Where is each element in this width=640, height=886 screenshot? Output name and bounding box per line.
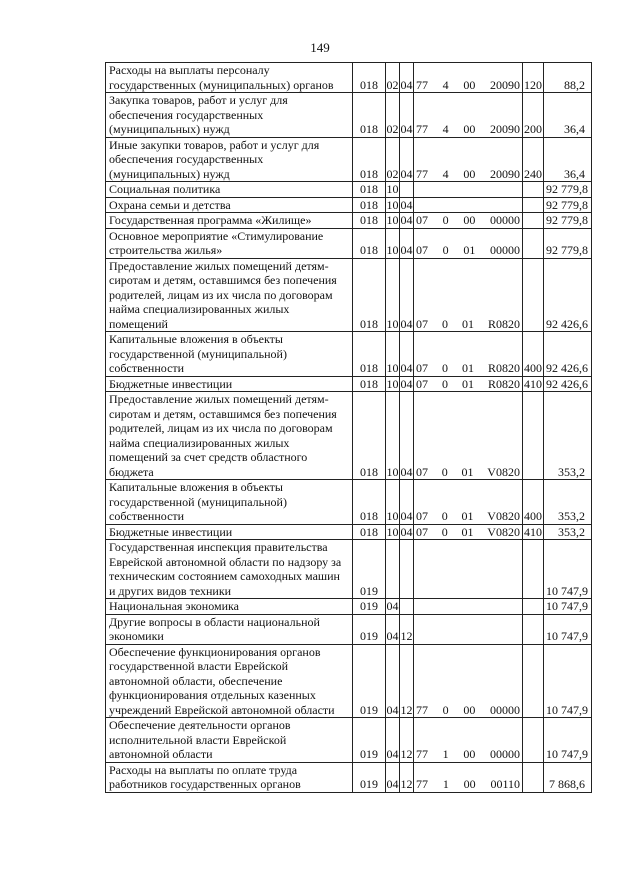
amount: 92 779,8 — [544, 197, 592, 213]
expense-type-code — [523, 182, 544, 198]
target-program: 77 — [416, 166, 428, 181]
section-code: 10 — [386, 258, 400, 332]
ministry-code: 018 — [353, 137, 386, 182]
expense-type-code: 400 — [523, 480, 544, 525]
row-name: Бюджетные инвестиции — [106, 524, 353, 540]
section-code: 10 — [386, 197, 399, 212]
target-direction: V0820 — [487, 464, 520, 479]
subsection-code: 04 — [400, 332, 414, 377]
target-program: 77 — [416, 702, 428, 717]
expense-type-code — [523, 392, 544, 480]
subsection-code: 12 — [400, 644, 414, 718]
section-code: 02 — [386, 63, 400, 93]
target-code — [414, 644, 523, 718]
row-name: Основное мероприятие «Стимулирование строительства жилья» — [106, 228, 353, 258]
section-code: 10 — [386, 376, 399, 391]
expense-type-code — [523, 762, 544, 792]
target-event: 01 — [461, 316, 474, 331]
ministry-code: 019 — [353, 614, 386, 644]
target-direction: R0820 — [487, 361, 520, 375]
ministry-code: 018 — [353, 392, 386, 480]
amount: 10 747,9 — [544, 599, 592, 615]
target-subprogram: 0 — [441, 361, 448, 375]
row-name: Национальная экономика — [106, 599, 353, 615]
expense-type-code — [523, 258, 544, 332]
table-row — [106, 644, 592, 718]
target-code — [414, 524, 523, 540]
table-row — [106, 762, 592, 792]
target-program: 77 — [416, 77, 428, 92]
subsection-code: 04 — [400, 93, 414, 138]
target-subprogram: 4 — [442, 166, 449, 181]
target-subprogram: 0 — [441, 464, 448, 479]
amount: 92 779,8 — [544, 213, 592, 229]
row-name: Государственная инспекция правительства Еврейской автономной области по надзору за техническим состоянием самоходных машин и других видов техники — [106, 540, 353, 599]
target-program: 07 — [416, 509, 428, 523]
row-name: Иные закупки товаров, работ и услуг для обеспечения государственных (муниципальных) нужд — [106, 137, 353, 182]
amount: 92 426,6 — [544, 258, 592, 332]
target-direction: R0820 — [487, 376, 520, 391]
ministry-code: 019 — [353, 540, 386, 599]
amount: 92 779,8 — [544, 182, 592, 198]
section-code: 10 — [386, 182, 399, 196]
table-row — [106, 228, 592, 258]
target-program: 07 — [416, 376, 428, 391]
row-name: Бюджетные инвестиции — [106, 376, 353, 392]
expense-type-code — [523, 197, 544, 213]
subsection-code: 04 — [400, 63, 414, 93]
target-code — [414, 480, 523, 525]
ministry-code: 019 — [353, 762, 386, 792]
amount: 10 747,9 — [544, 644, 592, 718]
section-code: 10 — [386, 392, 400, 480]
row-name: Расходы на выплаты по оплате труда работников государственных органов — [106, 762, 353, 792]
table-row — [106, 182, 592, 198]
section-code: 04 — [386, 614, 400, 644]
ministry-code: 018 — [353, 182, 386, 198]
ministry-code: 018 — [353, 480, 386, 525]
subsection-code: 12 — [400, 718, 414, 763]
table-row — [106, 718, 592, 763]
target-event: 00 — [463, 747, 476, 761]
target-subprogram: 0 — [441, 376, 448, 391]
section-code: 04 — [386, 718, 400, 763]
target-code — [414, 182, 523, 198]
target-event: 00 — [463, 777, 476, 791]
ministry-code: 018 — [353, 197, 386, 213]
section-code: 10 — [386, 228, 400, 258]
target-direction: 20090 — [489, 122, 520, 136]
row-name: Расходы на выплаты персоналу государственных (муниципальных) органов — [106, 63, 353, 93]
section-code: 10 — [386, 332, 400, 377]
expense-type-code — [523, 718, 544, 763]
expense-type-code — [523, 644, 544, 718]
ministry-code: 018 — [353, 63, 386, 93]
subsection-code: 12 — [400, 762, 414, 792]
row-name: Другие вопросы в области национальной экономики — [106, 614, 353, 644]
target-direction: 00110 — [490, 777, 520, 791]
subsection-code: 04 — [400, 137, 414, 182]
target-event: 00 — [463, 77, 476, 92]
row-name: Закупка товаров, работ и услуг для обеспечения государственных (муниципальных) нужд — [106, 93, 353, 138]
expense-type-code — [523, 213, 544, 229]
expense-type-code: 410 — [524, 376, 542, 391]
target-direction: 20090 — [489, 166, 520, 181]
target-event: 00 — [463, 702, 476, 717]
target-direction: 00000 — [489, 213, 520, 227]
ministry-code: 019 — [353, 599, 386, 615]
subsection-code: 04 — [400, 228, 414, 258]
target-code — [414, 93, 523, 138]
ministry-code: 018 — [353, 258, 386, 332]
target-direction: 00000 — [489, 243, 520, 257]
target-subprogram: 0 — [441, 524, 448, 539]
subsection-code — [400, 182, 414, 198]
table-body — [106, 63, 592, 793]
target-code — [414, 540, 523, 599]
subsection-code — [400, 599, 414, 615]
table-row — [106, 524, 592, 540]
amount: 36,4 — [544, 137, 592, 182]
expense-type-code — [523, 228, 544, 258]
target-code — [414, 762, 523, 792]
section-code: 02 — [386, 137, 400, 182]
subsection-code: 12 — [400, 614, 414, 644]
amount: 353,2 — [544, 392, 592, 480]
target-subprogram: 1 — [442, 747, 449, 761]
page-number: 149 — [310, 40, 330, 55]
amount: 10 747,9 — [544, 718, 592, 763]
row-name: Охрана семьи и детства — [106, 197, 353, 213]
target-subprogram: 0 — [441, 509, 448, 523]
expense-type-code: 410 — [524, 524, 542, 539]
target-program: 07 — [416, 361, 428, 375]
expense-type-code — [523, 599, 544, 615]
target-subprogram: 4 — [442, 77, 449, 92]
subsection-code: 04 — [400, 197, 413, 212]
target-code — [414, 137, 523, 182]
section-code: 04 — [386, 599, 399, 613]
ministry-code: 018 — [353, 213, 386, 229]
subsection-code: 04 — [400, 258, 414, 332]
amount: 92 426,6 — [544, 332, 592, 377]
row-name: Капитальные вложения в объекты государственной (муниципальной) собственности — [106, 332, 353, 377]
target-program: 77 — [416, 122, 428, 136]
ministry-code: 018 — [353, 376, 386, 392]
expense-type-code: 400 — [523, 332, 544, 377]
row-name: Государственная программа «Жилище» — [106, 213, 353, 229]
budget-table — [105, 62, 592, 793]
target-code — [414, 718, 523, 763]
expense-type-code: 200 — [523, 93, 544, 138]
target-code — [414, 197, 523, 213]
target-subprogram: 0 — [441, 316, 448, 331]
table-row — [106, 392, 592, 480]
target-event: 01 — [461, 524, 474, 539]
expense-type-code — [523, 614, 544, 644]
amount: 353,2 — [544, 480, 592, 525]
ministry-code: 019 — [353, 718, 386, 763]
target-event: 01 — [461, 464, 474, 479]
subsection-code: 04 — [400, 524, 413, 539]
target-subprogram: 4 — [442, 122, 449, 136]
row-name: Обеспечение функционирования органов государственной власти Еврейской автономной области, обеспечение функционирования отдельных казенных учреждений Еврейской автономной области — [106, 644, 353, 718]
subsection-code: 04 — [400, 213, 413, 227]
subsection-code: 04 — [400, 480, 414, 525]
section-code: 04 — [386, 644, 400, 718]
amount: 353,2 — [544, 524, 592, 540]
target-code — [414, 614, 523, 644]
target-event: 00 — [463, 122, 476, 136]
table-row — [106, 376, 592, 392]
table-row — [106, 540, 592, 599]
table-row — [106, 197, 592, 213]
table-row — [106, 137, 592, 182]
target-subprogram: 0 — [442, 243, 449, 257]
table-row — [106, 599, 592, 615]
target-direction: R0820 — [487, 316, 520, 331]
table-row — [106, 258, 592, 332]
target-code — [414, 332, 523, 377]
ministry-code: 018 — [353, 228, 386, 258]
target-code — [414, 258, 523, 332]
target-code — [414, 599, 523, 615]
target-program: 77 — [416, 747, 428, 761]
expense-type-code: 240 — [523, 137, 544, 182]
section-code: 10 — [386, 480, 400, 525]
target-event: 00 — [463, 213, 476, 227]
target-event: 01 — [461, 509, 474, 523]
section-code: 10 — [386, 213, 399, 227]
target-subprogram: 0 — [442, 702, 449, 717]
target-event: 01 — [461, 376, 474, 391]
target-event: 01 — [461, 361, 474, 375]
target-event: 01 — [463, 243, 476, 257]
target-program: 07 — [416, 243, 428, 257]
target-subprogram: 1 — [442, 777, 449, 791]
expense-type-code: 120 — [523, 63, 544, 93]
ministry-code: 019 — [353, 644, 386, 718]
target-event: 00 — [463, 166, 476, 181]
ministry-code: 018 — [353, 332, 386, 377]
target-direction: 00000 — [489, 702, 520, 717]
target-direction: 20090 — [489, 77, 520, 92]
row-name: Социальная политика — [106, 182, 353, 198]
target-code — [414, 228, 523, 258]
target-code — [414, 63, 523, 93]
target-direction: 00000 — [489, 747, 520, 761]
ministry-code: 018 — [353, 93, 386, 138]
target-direction: V0820 — [487, 524, 520, 539]
row-name: Предоставление жилых помещений детям-сиротам и детям, оставшимся без попечения родителей, лицам из их числа по договорам найма специализированных жилых помещений — [106, 258, 353, 332]
target-program: 07 — [416, 213, 428, 227]
section-code: 04 — [386, 762, 400, 792]
subsection-code: 04 — [400, 376, 413, 391]
ministry-code: 018 — [353, 524, 386, 540]
target-code — [414, 213, 523, 229]
target-program: 07 — [416, 524, 428, 539]
subsection-code: 04 — [400, 392, 414, 480]
amount: 36,4 — [544, 93, 592, 138]
target-code — [414, 376, 523, 392]
table-row — [106, 332, 592, 377]
row-name: Предоставление жилых помещений детям-сиротам и детям, оставшимся без попечения родителей, лицам из их числа по договорам найма специализированных жилых помещений за счет средств областного бюджета — [106, 392, 353, 480]
table-row — [106, 213, 592, 229]
table-row — [106, 614, 592, 644]
section-code: 10 — [386, 524, 399, 539]
subsection-code — [400, 540, 414, 599]
expense-type-code — [523, 540, 544, 599]
amount: 92 426,6 — [544, 376, 592, 392]
table-row — [106, 93, 592, 138]
target-program: 07 — [416, 464, 428, 479]
target-code — [414, 392, 523, 480]
section-code: 02 — [386, 93, 400, 138]
target-program: 77 — [416, 777, 428, 791]
target-direction: V0820 — [487, 509, 520, 523]
amount: 88,2 — [544, 63, 592, 93]
table-row — [106, 63, 592, 93]
section-code — [386, 540, 400, 599]
row-name: Обеспечение деятельности органов исполнительной власти Еврейской автономной области — [106, 718, 353, 763]
amount: 10 747,9 — [544, 540, 592, 599]
amount: 92 779,8 — [544, 228, 592, 258]
target-program: 07 — [416, 316, 428, 331]
target-subprogram: 0 — [442, 213, 449, 227]
row-name: Капитальные вложения в объекты государственной (муниципальной) собственности — [106, 480, 353, 525]
amount: 10 747,9 — [544, 614, 592, 644]
amount: 7 868,6 — [544, 762, 592, 792]
table-row — [106, 480, 592, 525]
